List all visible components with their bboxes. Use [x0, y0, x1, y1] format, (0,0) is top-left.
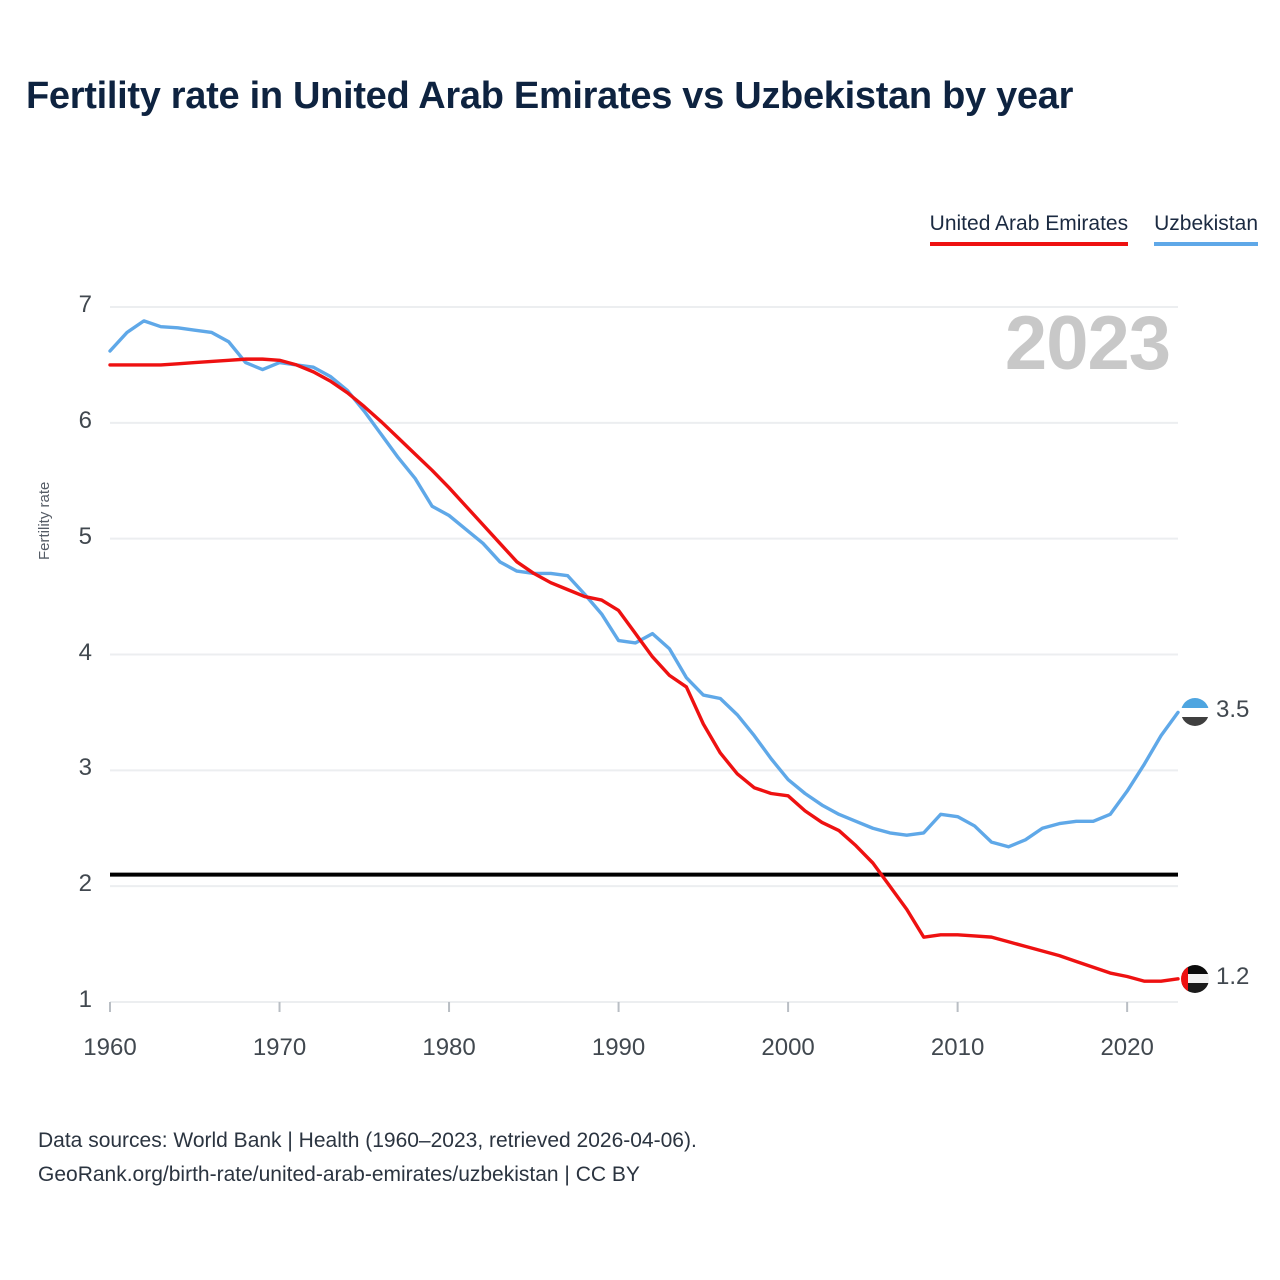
series-line-uzbekistan	[110, 321, 1178, 847]
y-tick-label: 3	[78, 754, 92, 782]
y-axis-label: Fertility rate	[36, 481, 53, 560]
y-tick-label: 4	[78, 638, 92, 666]
axis-tick-marks	[110, 1002, 1127, 1012]
series-line-united-arab-emirates	[110, 359, 1178, 981]
uzbekistan-flag-icon	[1181, 698, 1209, 726]
y-tick-label: 1	[78, 986, 92, 1013]
y-tick-label: 6	[78, 406, 92, 434]
chart-gridlines	[110, 307, 1178, 1002]
year-badge: 2023	[1004, 301, 1170, 386]
x-tick-label: 2010	[930, 1034, 985, 1061]
data-source-footer	[38, 1124, 697, 1192]
page-title: Fertility rate in United Arab Emirates vs Uzbekistan by year	[26, 75, 1074, 117]
end-value-united-arab-emirates: 1.2	[1216, 962, 1250, 990]
footer-line-1: Data sources: World Bank | Health (1960–2023, retrieved 2026-04-06).	[38, 1128, 697, 1152]
legend-item-uzbekistan[interactable]: Uzbekistan	[1154, 212, 1258, 246]
legend-item-united-arab-emirates[interactable]: United Arab Emirates	[930, 212, 1128, 246]
x-tick-label: 1960	[83, 1034, 137, 1061]
y-tick-label: 2	[78, 870, 92, 898]
end-value-uzbekistan: 3.5	[1216, 696, 1250, 724]
x-tick-label: 2020	[1100, 1034, 1154, 1061]
x-tick-label: 1970	[252, 1034, 307, 1061]
y-tick-label: 5	[78, 522, 92, 550]
x-tick-label: 2000	[761, 1034, 815, 1061]
x-tick-label: 1990	[591, 1034, 646, 1061]
united-arab-emirates-flag-icon	[1181, 965, 1209, 993]
x-tick-label: 1980	[422, 1034, 476, 1061]
footer-line-2: GeoRank.org/birth-rate/united-arab-emirates/uzbekistan | CC BY	[38, 1162, 640, 1186]
y-tick-label: 7	[78, 291, 92, 318]
